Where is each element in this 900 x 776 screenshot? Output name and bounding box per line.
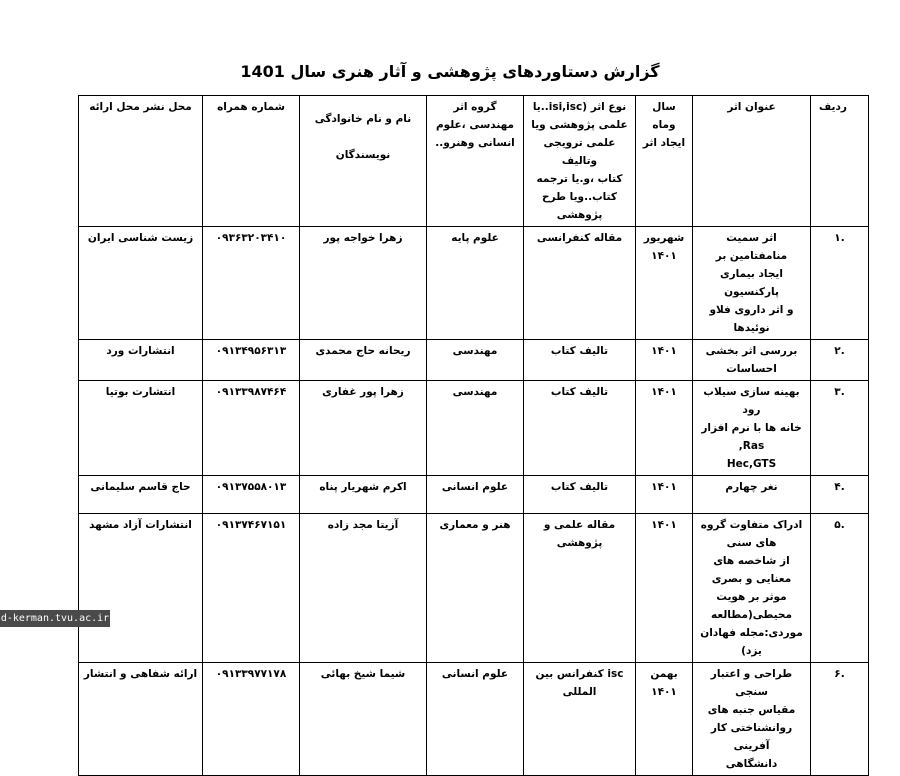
work-title: ادراک متفاوت گروه های سنی از شاخصه های معنایی و بصری موثر بر هویت محیطی(مطالعه موردی:مجله فهادان یزد): [693, 514, 811, 663]
work-type: مقاله کنفرانسی: [524, 227, 636, 340]
col-header-authors: نام و نام خانوادگی نویسندگان: [300, 96, 427, 227]
work-author: زهرا خواجه پور: [300, 227, 427, 340]
table-row: [79, 514, 869, 663]
col-header-group: گروه اثر مهندسی ،علوم انسانی وهنرو..: [427, 96, 524, 227]
work-date: ۱۴۰۱: [636, 340, 693, 381]
work-date: ۱۴۰۱: [636, 514, 693, 663]
row-number: .۱: [811, 227, 869, 340]
work-type: مقاله علمی و پژوهشی: [524, 514, 636, 663]
table-row: [79, 381, 869, 476]
work-title: بهینه سازی سیلاب رود خانه ها با نرم افزار Ras, Hec,GTS: [693, 381, 811, 476]
phone-number: ۰۹۱۳۳۹۸۷۴۶۴: [203, 381, 300, 476]
work-type: تالیف کتاب: [524, 381, 636, 476]
col-header-type: نوع اثر (isi,isc..یا علمی پژوهشی ویا علمی ترویجی وتالیف کتاب ،و.یا ترجمه کتاب..ویا طرح پژوهشی: [524, 96, 636, 227]
page-title: گزارش دستاوردهای پژوهشی و آثار هنری سال 1401: [240, 62, 660, 81]
publish-venue: انتشارات آزاد مشهد: [79, 514, 203, 663]
publish-venue: انتشارات ورد: [79, 340, 203, 381]
work-group: مهندسی: [427, 340, 524, 381]
phone-number: ۰۹۱۳۳۹۷۷۱۷۸: [203, 663, 300, 776]
col-header-date: سال وماه ایجاد اثر: [636, 96, 693, 227]
work-author: زهرا پور غفاری: [300, 381, 427, 476]
col-header-row-number: ردیف: [811, 96, 869, 227]
work-author: ریحانه حاج محمدی: [300, 340, 427, 381]
publish-venue: انتشارت بوتیا: [79, 381, 203, 476]
publish-venue: حاج قاسم سلیمانی: [79, 476, 203, 514]
phone-number: ۰۹۱۳۷۴۶۷۱۵۱: [203, 514, 300, 663]
work-author: آزیتا مجد زاده: [300, 514, 427, 663]
row-number: .۲: [811, 340, 869, 381]
work-author: شیما شیخ بهائی: [300, 663, 427, 776]
table-header-row: [79, 96, 869, 227]
publish-venue: زیست شناسی ایران: [79, 227, 203, 340]
work-group: مهندسی: [427, 381, 524, 476]
col-header-venue: محل نشر محل ارائه: [79, 96, 203, 227]
work-title: نغر چهارم: [693, 476, 811, 514]
work-date: شهریور ۱۴۰۱: [636, 227, 693, 340]
phone-number: ۰۹۱۳۷۵۵۸۰۱۳: [203, 476, 300, 514]
work-type: تالیف کتاب: [524, 340, 636, 381]
row-number: .۶: [811, 663, 869, 776]
work-title: طراحی و اعتبار سنجی مقیاس جنبه های روانشناختی کار آفرینی دانشگاهی: [693, 663, 811, 776]
row-number: .۴: [811, 476, 869, 514]
work-date: بهمن ۱۴۰۱: [636, 663, 693, 776]
work-title: اثر سمیت منامفتامین بر ایجاد بیماری پارکنسیون و اثر داروی فلاو نوئیدها: [693, 227, 811, 340]
table-row: [79, 476, 869, 514]
row-number: .۳: [811, 381, 869, 476]
work-type: تالیف کتاب: [524, 476, 636, 514]
col-header-title: عنوان اثر: [693, 96, 811, 227]
work-author: اکرم شهریار پناه: [300, 476, 427, 514]
work-group: علوم پایه: [427, 227, 524, 340]
work-title: بررسی اثر بخشی احساسات: [693, 340, 811, 381]
col-header-phone: شماره همراه: [203, 96, 300, 227]
row-number: .۵: [811, 514, 869, 663]
publish-venue: ارائه شفاهی و انتشار: [79, 663, 203, 776]
phone-number: ۰۹۳۶۳۲۰۳۴۱۰: [203, 227, 300, 340]
table-row: [79, 227, 869, 340]
work-group: هنر و معماری: [427, 514, 524, 663]
table-row: [79, 340, 869, 381]
phone-number: ۰۹۱۳۴۹۵۶۳۱۳: [203, 340, 300, 381]
table-row: [79, 663, 869, 776]
work-group: علوم انسانی: [427, 476, 524, 514]
achievements-table: [78, 95, 869, 776]
work-type: isc کنفرانس بین المللی: [524, 663, 636, 776]
work-date: ۱۴۰۱: [636, 476, 693, 514]
website-url-footer[interactable]: d-kerman.tvu.ac.ir: [0, 610, 110, 627]
work-group: علوم انسانی: [427, 663, 524, 776]
work-date: ۱۴۰۱: [636, 381, 693, 476]
